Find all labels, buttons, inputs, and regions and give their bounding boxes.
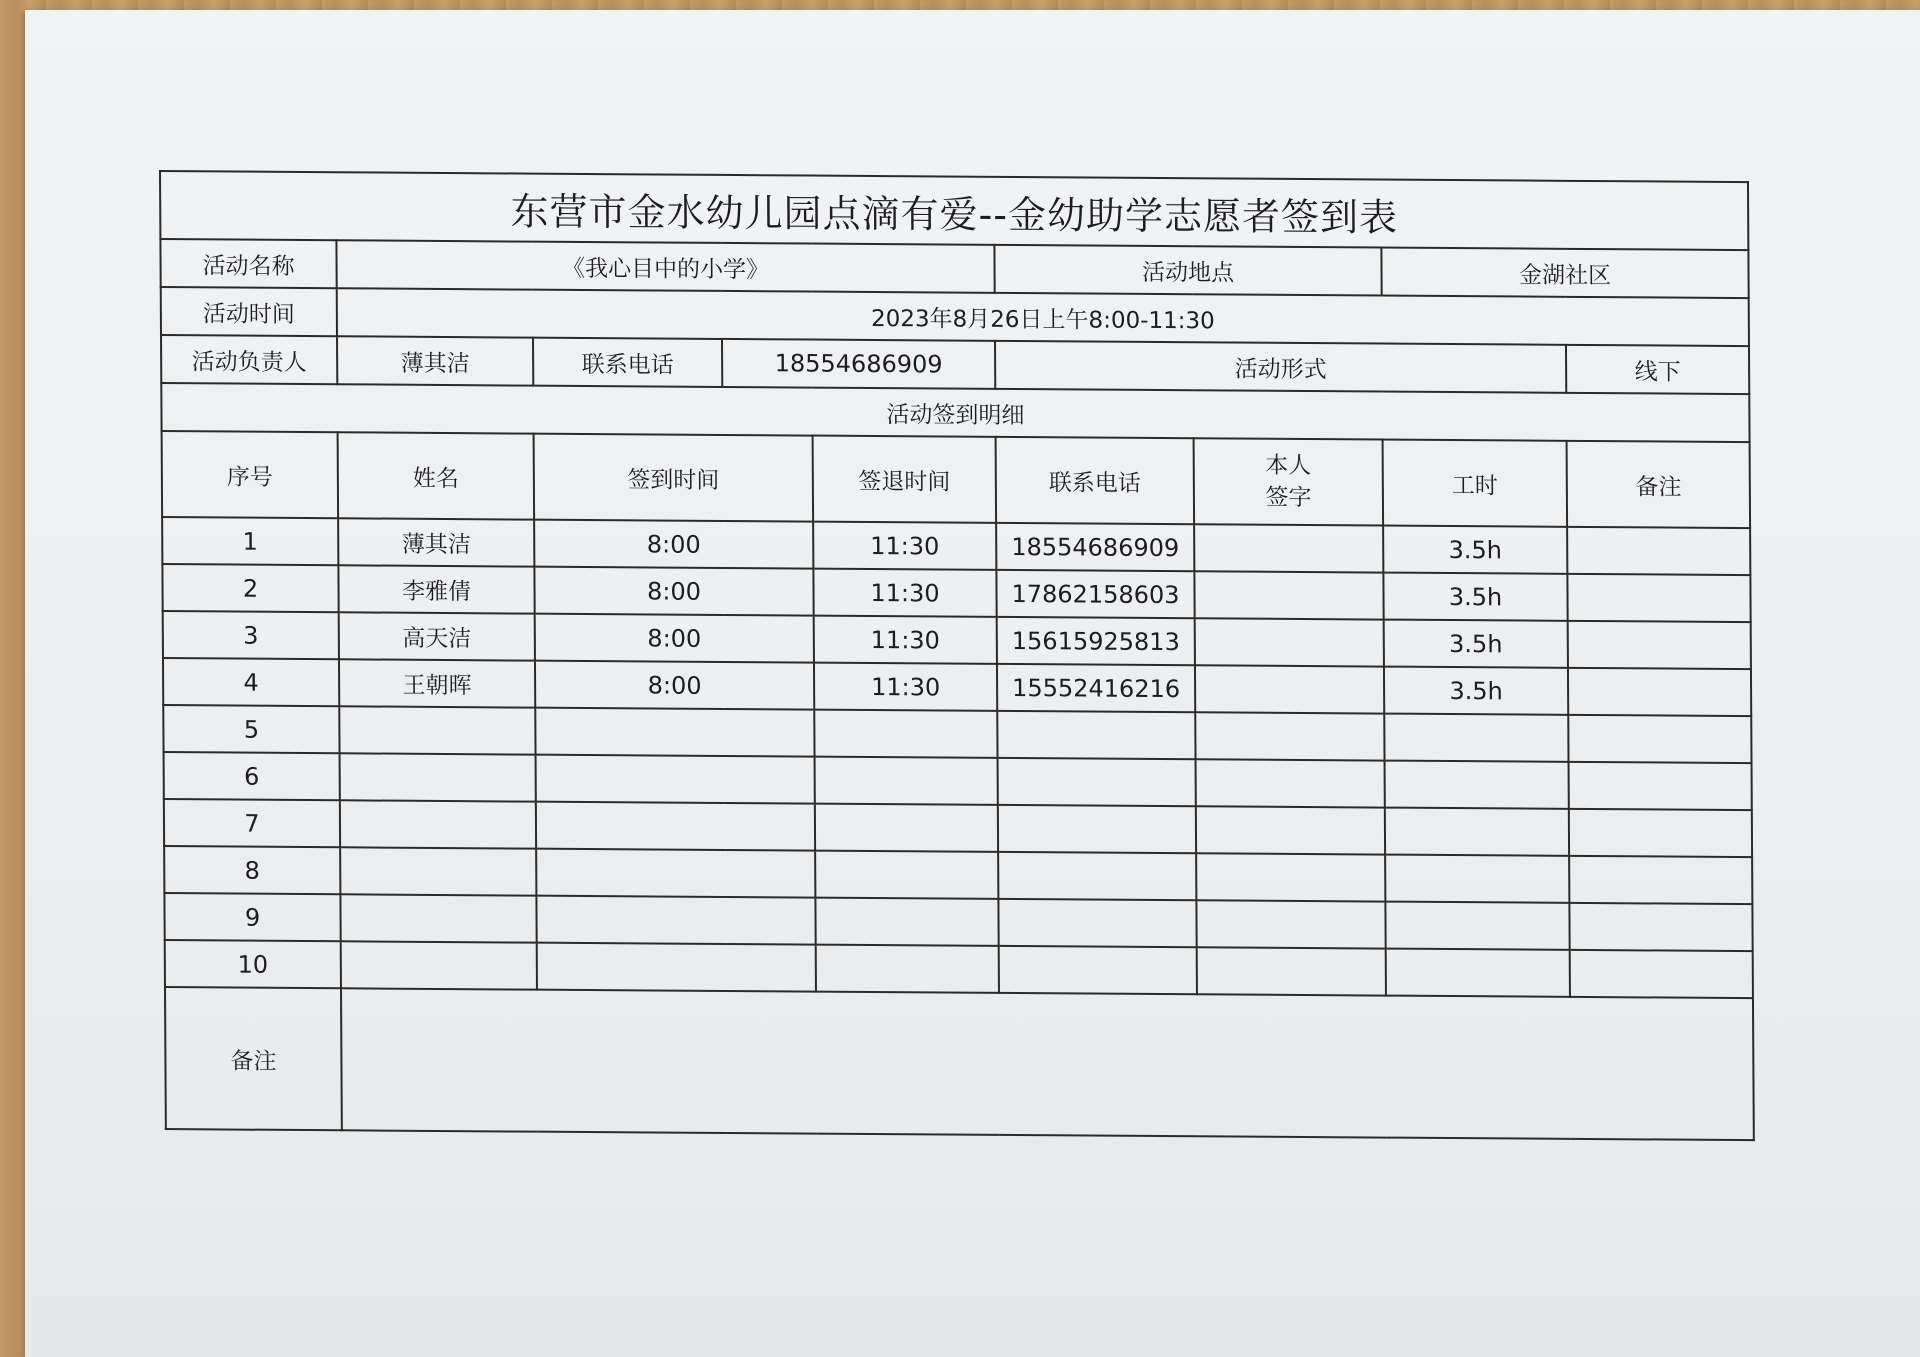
activity-time-value: 2023年8月26日上午8:00-11:30 bbox=[337, 288, 1749, 346]
cell-signature bbox=[1195, 712, 1384, 760]
cell-hours bbox=[1385, 808, 1569, 856]
cell-seq: 3 bbox=[163, 611, 339, 659]
column-header-note: 备注 bbox=[1567, 441, 1751, 528]
column-header-phone: 联系电话 bbox=[996, 437, 1195, 524]
activity-form-label: 活动形式 bbox=[995, 341, 1566, 393]
remarks-area bbox=[341, 988, 1754, 1140]
activity-location-label: 活动地点 bbox=[994, 245, 1381, 296]
cell-note bbox=[1569, 809, 1752, 857]
cell-name: 王朝晖 bbox=[339, 659, 535, 707]
cell-note bbox=[1567, 527, 1750, 575]
cell-seq: 9 bbox=[164, 893, 340, 941]
cell-sign-out: 11:30 bbox=[813, 569, 996, 617]
cell-phone bbox=[999, 946, 1197, 994]
activity-name-label: 活动名称 bbox=[160, 239, 336, 288]
cell-phone bbox=[998, 758, 1196, 806]
activity-leader-label: 活动负责人 bbox=[161, 335, 337, 384]
cell-note bbox=[1568, 715, 1751, 763]
cell-phone bbox=[998, 852, 1196, 900]
cell-sign-out bbox=[816, 945, 999, 993]
cell-note bbox=[1568, 668, 1751, 716]
cell-sign-in bbox=[535, 708, 814, 757]
cell-phone bbox=[998, 899, 1196, 947]
remarks-label: 备注 bbox=[165, 987, 342, 1130]
cell-sign-out: 11:30 bbox=[814, 616, 997, 664]
cell-name: 李雅倩 bbox=[338, 565, 534, 613]
cell-name: 薄其洁 bbox=[338, 518, 534, 566]
cell-sign-in: 8:00 bbox=[535, 661, 814, 710]
cell-phone bbox=[997, 711, 1195, 759]
cell-sign-out: 11:30 bbox=[814, 663, 997, 711]
cell-hours: 3.5h bbox=[1384, 667, 1568, 715]
cell-signature bbox=[1196, 806, 1385, 854]
cell-signature bbox=[1196, 759, 1385, 807]
cell-signature bbox=[1196, 853, 1385, 901]
cell-phone: 15615925813 bbox=[997, 617, 1195, 665]
sign-in-table bbox=[159, 170, 1755, 1141]
cell-phone: 17862158603 bbox=[996, 570, 1194, 618]
cell-seq: 1 bbox=[162, 517, 338, 565]
cell-sign-in: 8:00 bbox=[534, 567, 813, 616]
cell-signature bbox=[1196, 900, 1385, 948]
cell-sign-in bbox=[536, 849, 815, 898]
cell-sign-in bbox=[536, 802, 815, 851]
cell-signature bbox=[1194, 524, 1383, 572]
column-header-seq: 序号 bbox=[162, 431, 339, 518]
cell-note bbox=[1568, 621, 1751, 669]
cell-hours: 3.5h bbox=[1384, 620, 1568, 668]
cell-note bbox=[1569, 856, 1752, 904]
column-header-sign-in: 签到时间 bbox=[534, 434, 814, 522]
cell-hours bbox=[1384, 714, 1568, 762]
cell-name bbox=[339, 706, 535, 754]
cell-seq: 7 bbox=[164, 799, 340, 847]
activity-leader-value: 薄其洁 bbox=[337, 336, 533, 385]
cell-signature bbox=[1197, 947, 1386, 995]
cell-name bbox=[341, 941, 537, 989]
cell-name bbox=[340, 753, 536, 801]
cell-phone bbox=[998, 805, 1196, 853]
cell-sign-in bbox=[537, 943, 816, 992]
cell-name bbox=[340, 894, 536, 942]
cell-phone: 15552416216 bbox=[997, 664, 1195, 712]
cell-name: 高天洁 bbox=[339, 612, 535, 660]
cell-note bbox=[1569, 903, 1752, 951]
cell-hours bbox=[1385, 855, 1569, 903]
activity-form-value: 线下 bbox=[1566, 345, 1749, 394]
leader-phone-label: 联系电话 bbox=[533, 338, 722, 387]
form-title: 东营市金水幼儿园点滴有爱--金幼助学志愿者签到表 bbox=[160, 171, 1749, 250]
cell-sign-out bbox=[815, 898, 998, 946]
cell-signature bbox=[1195, 618, 1384, 666]
cell-hours bbox=[1385, 761, 1569, 809]
cell-seq: 6 bbox=[164, 752, 340, 800]
column-header-sign-out: 签退时间 bbox=[813, 436, 997, 523]
cell-name bbox=[340, 847, 536, 895]
sign-in-form bbox=[159, 170, 1753, 1136]
cell-sign-in bbox=[536, 896, 815, 945]
cell-name bbox=[340, 800, 536, 848]
cell-seq: 5 bbox=[163, 705, 339, 753]
cell-seq: 2 bbox=[162, 564, 338, 612]
cell-hours bbox=[1385, 902, 1569, 950]
cell-sign-in: 8:00 bbox=[534, 520, 813, 569]
cell-seq: 8 bbox=[164, 846, 340, 894]
cell-hours: 3.5h bbox=[1383, 573, 1567, 621]
cell-signature bbox=[1194, 571, 1383, 619]
cell-hours bbox=[1386, 949, 1570, 997]
cell-note bbox=[1569, 762, 1752, 810]
activity-time-label: 活动时间 bbox=[161, 287, 337, 336]
cell-hours: 3.5h bbox=[1383, 526, 1567, 574]
cell-sign-out bbox=[815, 851, 998, 899]
cell-sign-in bbox=[536, 755, 815, 804]
paper-sheet bbox=[25, 10, 1920, 1357]
cell-sign-out bbox=[815, 804, 998, 852]
cell-sign-in: 8:00 bbox=[535, 614, 814, 663]
cell-seq: 4 bbox=[163, 658, 339, 706]
cell-signature bbox=[1195, 665, 1384, 713]
activity-location-value: 金湖社区 bbox=[1381, 248, 1748, 299]
column-header-hours: 工时 bbox=[1383, 440, 1568, 527]
leader-phone-value: 18554686909 bbox=[722, 339, 995, 389]
cell-sign-out bbox=[814, 710, 997, 758]
cell-note bbox=[1567, 574, 1750, 622]
column-header-signature: 本人 签字 bbox=[1194, 438, 1384, 525]
cell-phone: 18554686909 bbox=[996, 523, 1194, 571]
cell-note bbox=[1570, 950, 1753, 998]
column-header-name: 姓名 bbox=[338, 432, 535, 519]
cell-seq: 10 bbox=[165, 940, 341, 988]
cell-sign-out: 11:30 bbox=[813, 522, 996, 570]
activity-name-value: 《我心目中的小学》 bbox=[336, 240, 994, 293]
details-section-label: 活动签到明细 bbox=[161, 383, 1749, 442]
cell-sign-out bbox=[815, 757, 998, 805]
